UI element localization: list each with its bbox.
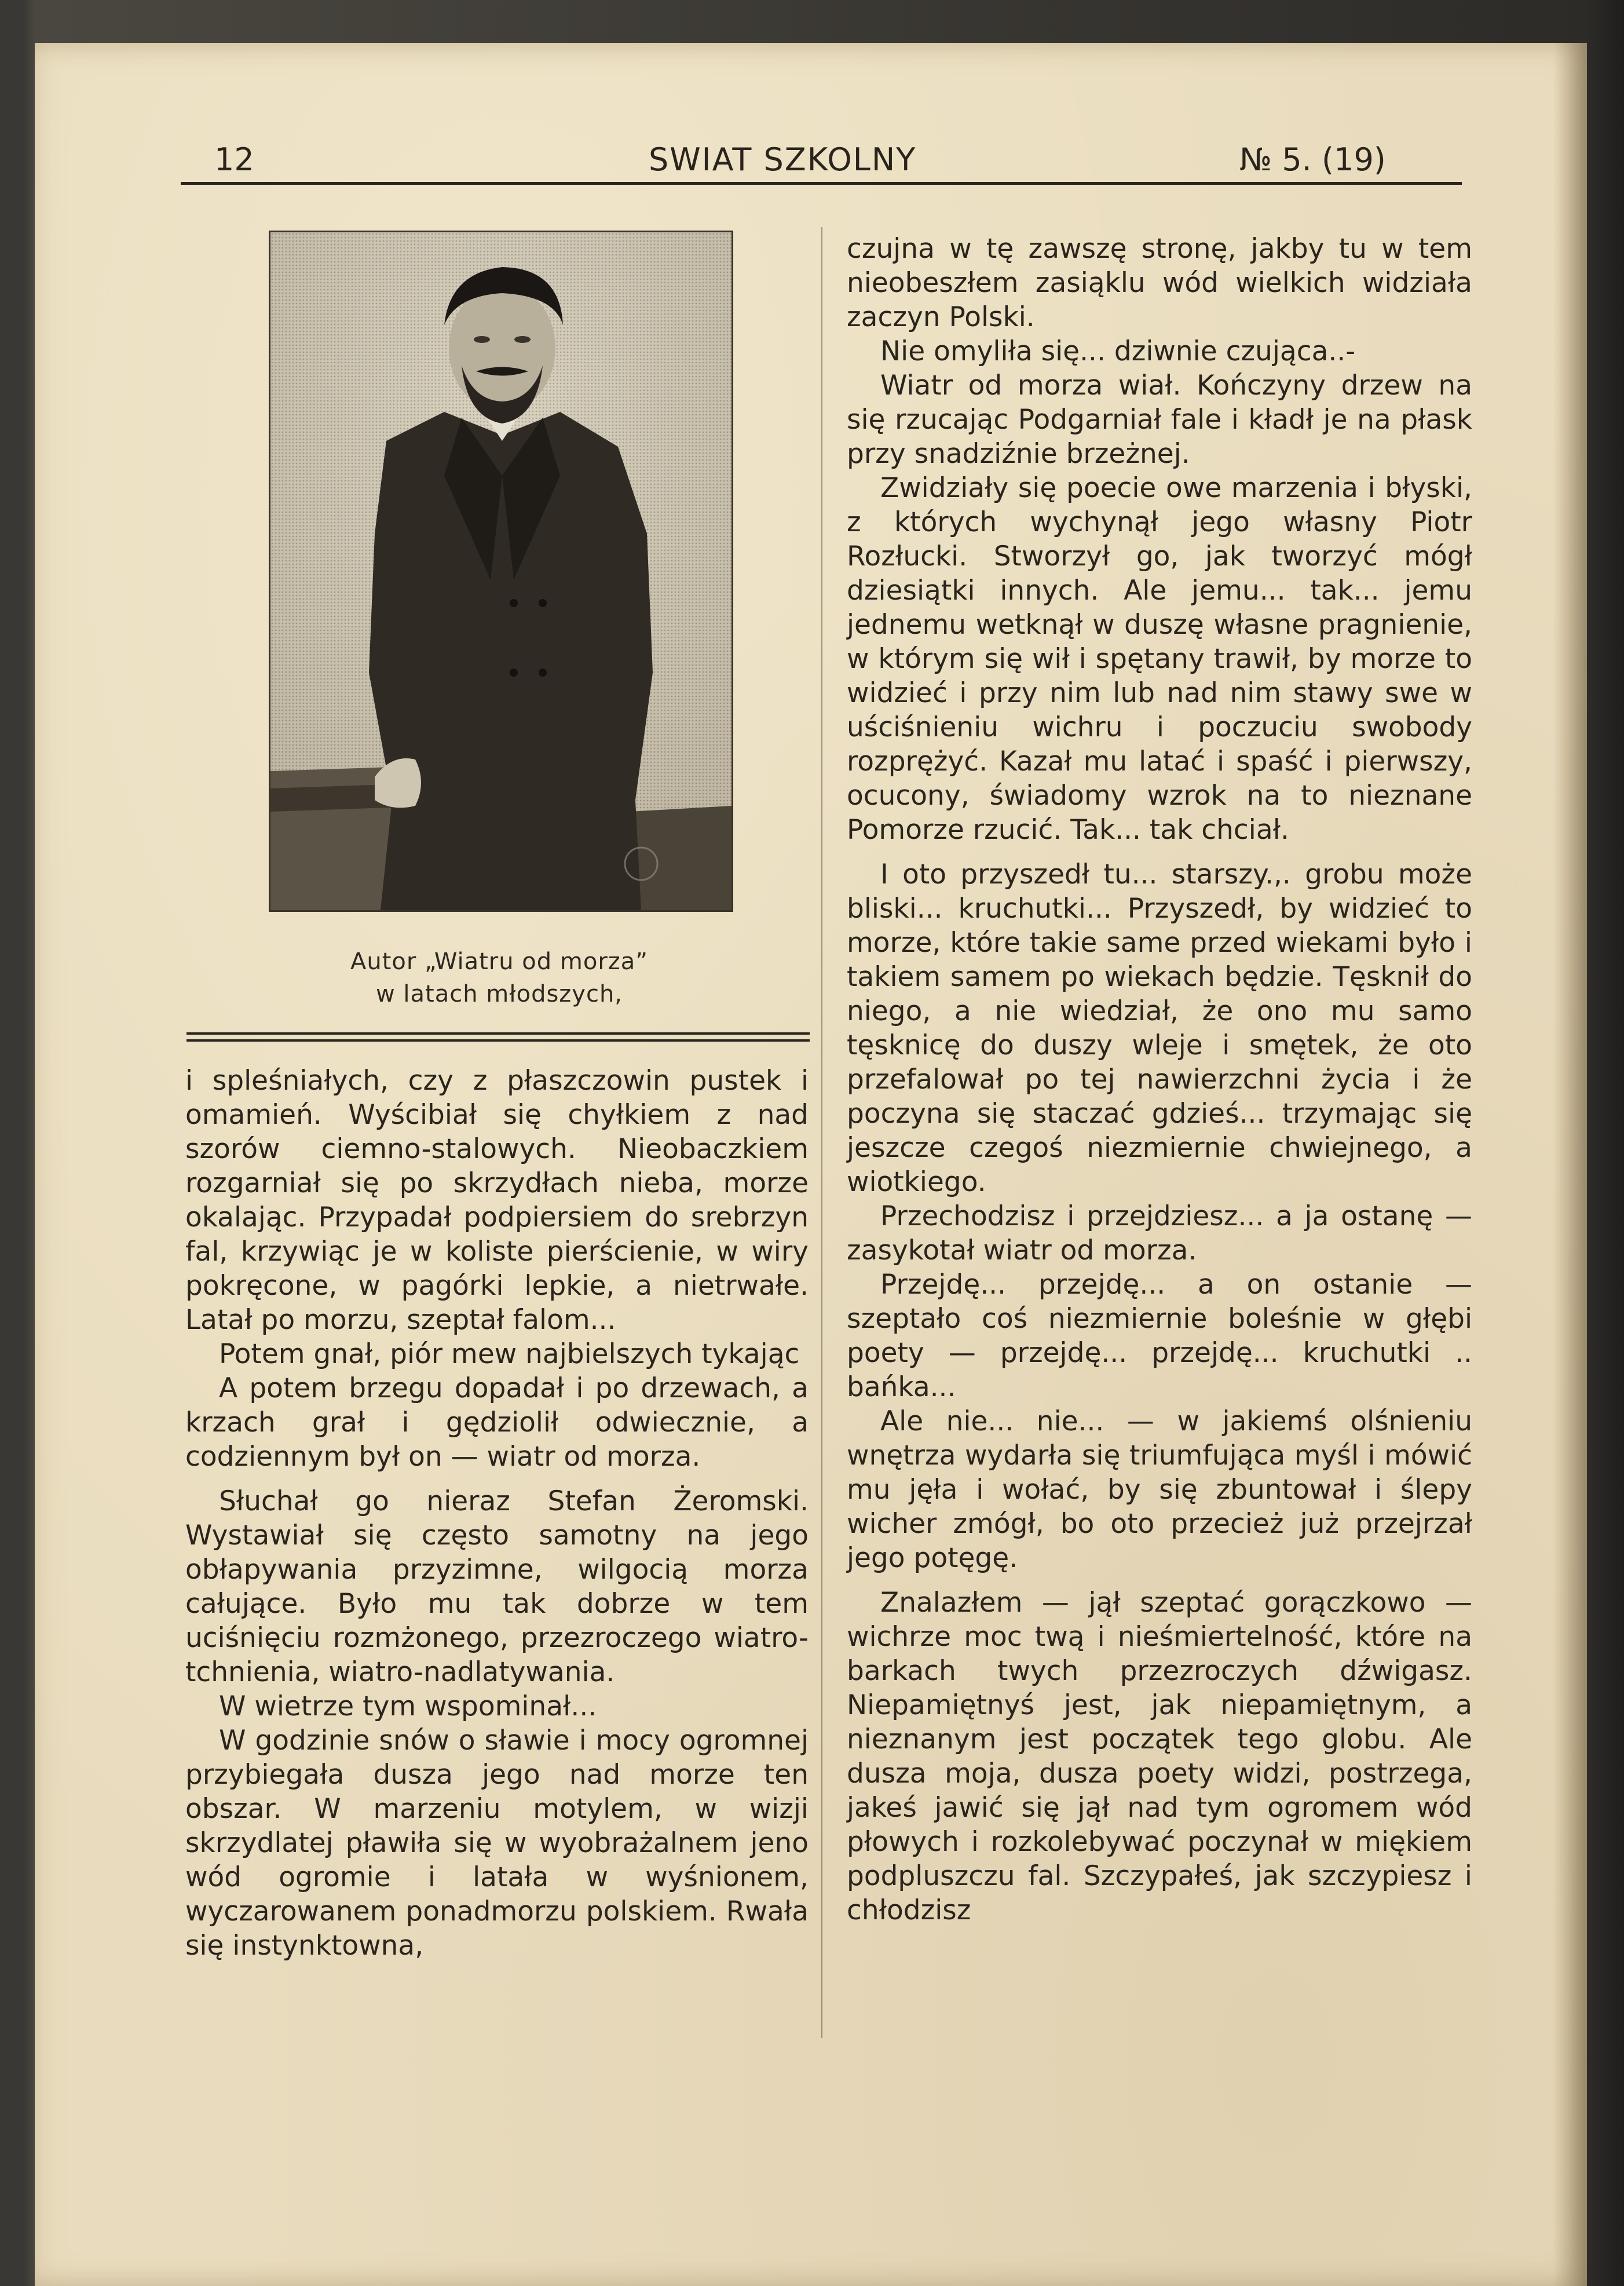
paragraph: Przejdę... przejdę... a on ostanie — szeptało coś niezmiernie boleśnie w głębi poety — przejdę... przejdę... kruchutki .. bańka... [847, 1269, 1472, 1403]
running-header [145, 137, 1465, 182]
page-binding-shadow [1553, 43, 1587, 2286]
paragraph: Przechodzisz i przejdziesz... a ja ostanę — zasykotał wiatr od morza. [847, 1200, 1472, 1266]
paragraph: Potem gnał, piór mew najbielszych tykając [219, 1338, 800, 1370]
section-double-rule [186, 1032, 810, 1042]
paragraph: W godzinie snów o sławie i mocy ogromnej przybiegała dusza jego nad morze ten obszar. W marzeniu motylem, w wizji skrzydlatej pławiła się w wyobrażalnem jeno wód ogromie i latała w wyśnionem, wyczarowanem ponadmorzu polskiem. Rwała się instynktowna, [185, 1725, 809, 1962]
paragraph: czujna w tę zawszę stronę, jakby tu w tem nieobeszłem zasiąklu wód wielkich widziała zaczyn Polski. [847, 233, 1472, 333]
paragraph: Wiatr od morza wiał. Kończyny drzew na się rzucając Podgarniał fale i kładł je na płask przy snadziźnie brzeżnej. [847, 370, 1472, 470]
author-portrait-photo [269, 231, 733, 912]
column-divider [821, 227, 822, 2038]
caption-line-2: w latach młodszych, [375, 981, 623, 1007]
right-text-column [847, 232, 1472, 1927]
paragraph: Zwidziały się poecie owe marzenia i błyski, z których wychynął jego własny Piotr Rozłucki. Stworzył go, jak tworzyć mógł dziesiątki innych. Ale jemu... tak... jemu jednemu wetknął w duszę własne pragnienie, w którym się wił i spętany trawił, by morze to widzieć i przy nim lub nad nim stawy swe w uściśnieniu wichru i poczuciu swobody rozprężyć. Kazał mu latać i spaść i pierwszy, ocucony, świadomy wzrok na to nieznane Pomorze rzucić. Tak... tak chciał. [847, 472, 1472, 846]
paragraph: i spleśniałych, czy z płaszczowin pustek i omamień. Wyścibiał się chyłkiem z nad szorów ciemno-stalowych. Nieobaczkiem rozgarniał się po skrzydłach nieba, morze okalając. Przypadał podpiersiem do srebrzyn fal, krzywiąc je w koliste pierścienie, w wiry pokręcone, w pagórki lepkie, a nietrwałe. Latał po morzu, szeptał falom... [185, 1065, 809, 1336]
paragraph: Ale nie... nie... — w jakiemś olśnieniu wnętrza wydarła się triumfująca myśl i mówić mu jęła i wołać, by się zbuntował i ślepy wicher zmógł, bo oto przecież już przejrzał jego potęgę. [847, 1405, 1472, 1574]
paragraph: Słuchał go nieraz Stefan Żeromski. Wystawiał się często samotny na jego obłapywania przyzimne, wilgocią morza całujące. Było mu tak dobrze w tem uciśnięciu rozmżonego, przezroczego wiatro-tchnienia, wiatro-nadlatywania. [185, 1485, 809, 1688]
paragraph: Znalazłem — jął szeptać gorączkowo — wichrze moc twą i nieśmiertelność, które na barkach twych przezroczych dźwigasz. Niepamiętnyś jest, jak niepamiętnym, a nieznanym jest początek tego globu. Ale dusza moja, dusza poety widzi, postrzega, jakeś jawić się jął nad tym ogromem wód płowych i rozkolebywać poczynał w miękiem podpluszczu fal. Szczypałeś, jak szczypiesz i chłodzisz [847, 1587, 1472, 1926]
header-rule [181, 182, 1462, 185]
paragraph: I oto przyszedł tu... starszy.,. grobu może bliski... kruchutki... Przyszedł, by widzieć to morze, które takie same przed wiekami było i takiem samem po wiekach będzie. Tęsknił do niego, a nie wiedział, że ono mu samo tęsknicę do duszy wleje i smętek, że oto przefalował po tej nawierzchni życia i że poczyna się staczać gdzieś... trzymając się jeszcze czegoś niezmiernie chwiejnego, a wiotkiego. [847, 859, 1472, 1198]
issue-number: № 5. (19) [1239, 141, 1386, 178]
paragraph: Nie omyliła się... dziwnie czująca..- [880, 335, 1356, 367]
page-number: 12 [214, 141, 254, 178]
photo-caption [269, 945, 730, 1010]
paragraph: W wietrze tym wspominał... [219, 1690, 597, 1722]
journal-title: SWIAT SZKOLNY [649, 141, 917, 178]
paragraph: A potem brzegu dopadał i po drzewach, a krzach grał i gędziolił odwiecznie, a codziennym był on — wiatr od morza. [185, 1372, 809, 1473]
caption-line-1: Autor „Wiatru od morza” [350, 948, 648, 975]
left-text-column [185, 1064, 809, 1963]
